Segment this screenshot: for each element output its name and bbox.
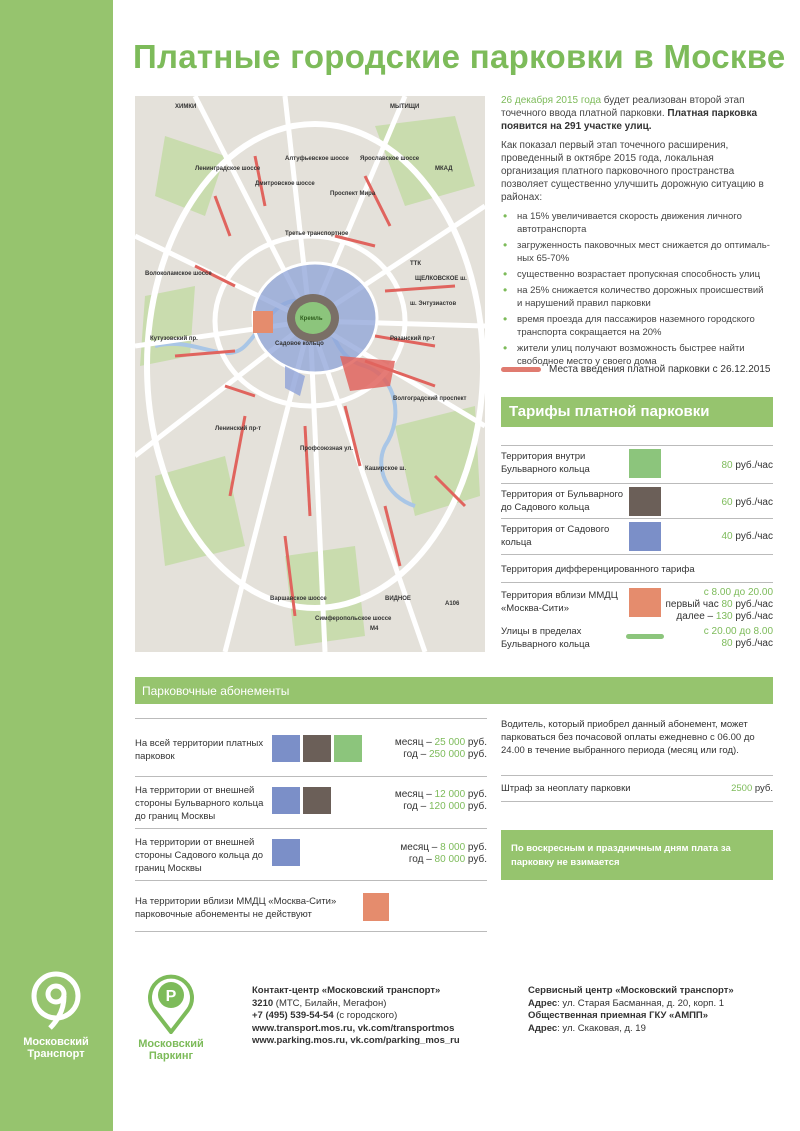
- map-label: ш. Энтузиастов: [410, 301, 457, 307]
- legend-line-swatch: [501, 367, 541, 372]
- tariff-price: 60 руб./час: [721, 497, 773, 508]
- map-label: Третье транспортное: [285, 231, 349, 237]
- intro-paragraph-1: [501, 94, 771, 133]
- map-label: Ленинградское шоссе: [195, 166, 261, 172]
- map-label: А106: [445, 601, 460, 607]
- tariff-price: с 20.00 до 8.00 80 руб./час: [703, 626, 773, 649]
- intro-highlight: Платная парковка появится на 291 участке улиц.: [501, 108, 758, 132]
- tariff-line-swatch: [626, 634, 664, 639]
- tariff-swatch: [629, 588, 661, 617]
- service-center-block: Сервисный центр «Московский транспорт» Адрес: ул. Старая Басманная, д. 20, корп. 1 Общественная приемная ГКУ «АМПП» Адрес: ул. Скаковая, д. 19: [528, 985, 734, 1034]
- tariff-row: [501, 445, 773, 483]
- tariff-label: Улицы в пределах Бульварного кольца: [501, 626, 590, 650]
- map-label: М4: [370, 626, 379, 632]
- subscription-price: месяц – 8 000 руб. год – 80 000 руб.: [400, 842, 487, 865]
- subscription-label: На территории вблизи ММДЦ «Москва-Сити» парковочные абонементы не действуют: [135, 896, 337, 920]
- benefit-item: • существенно возрастает пропускная способность улиц: [501, 268, 771, 281]
- contact-title: Контакт-центр «Московский транспорт»: [252, 985, 441, 996]
- map-label: Алтуфьевское шоссе: [285, 156, 349, 162]
- left-sidebar-band: [0, 0, 113, 1131]
- free-days-notice: По воскресным и праздничным дням плата за парковку не взимается: [501, 830, 773, 880]
- tariff-row-mmdc: [501, 582, 773, 620]
- page-title: Платные городские парковки в Москве: [133, 38, 786, 75]
- reception-title: Общественная приемная ГКУ «АМПП»: [528, 1010, 709, 1021]
- map-legend: [501, 364, 770, 375]
- map-label: Дмитровское шоссе: [255, 181, 315, 187]
- map-label: Проспект Мира: [330, 191, 376, 197]
- subscription-note: Водитель, который приобрел данный абонемент, может парковаться без почасовой оплаты ежедневно с 06.00 до 24.00 в течение выбранного периода (месяц или год).: [501, 719, 755, 756]
- map-label: Волгоградский проспект: [393, 396, 467, 402]
- map-label: Каширское ш.: [365, 466, 407, 472]
- benefit-item: • время проезда для пассажиров наземного городского транспорта сокращается на 20%: [501, 313, 771, 339]
- moscow-transport-logo-icon: [28, 970, 84, 1032]
- map-label: Варшавское шоссе: [270, 596, 327, 602]
- swatch-orange: [363, 893, 389, 921]
- map-label: Кутузовский пр.: [150, 336, 198, 342]
- tariffs-header: Тарифы платной парковки: [501, 397, 773, 427]
- tariff-label: Территория от Бульварного до Садового кольца: [501, 489, 624, 513]
- subscription-swatches: [272, 735, 362, 762]
- tariff-label: Территория от Садового кольца: [501, 524, 610, 548]
- moscow-parking-logo-text: Московский Паркинг: [138, 1038, 204, 1062]
- swatch-brown: [303, 787, 331, 814]
- map-label: Симферопольское шоссе: [315, 616, 392, 622]
- moscow-transport-logo-text: Московский Транспорт: [23, 1036, 89, 1060]
- subscription-label: На всей территории платных парковок: [135, 738, 264, 762]
- map-label: ЩЕЛКОВСКОЕ ш.: [415, 276, 467, 282]
- tariff-diff-title: Территория дифференцированного тарифа: [501, 564, 695, 575]
- subscription-price: месяц – 25 000 руб. год – 250 000 руб.: [394, 737, 487, 760]
- service-title: Сервисный центр «Московский транспорт»: [528, 985, 734, 996]
- map-label: Садовое кольцо: [275, 341, 324, 347]
- subscription-row: [135, 776, 487, 828]
- swatch-blue: [272, 787, 300, 814]
- moscow-parking-map: [135, 96, 485, 652]
- legend-text: Места введения платной парковки с 26.12.2015: [549, 364, 771, 375]
- map-label: Ярославское шоссе: [360, 156, 420, 162]
- subscriptions-header: Парковочные абонементы: [135, 677, 773, 704]
- map-graphic: [135, 96, 485, 652]
- map-label: Рязанский пр-т: [390, 336, 435, 342]
- tariff-diff-title-row: [501, 554, 773, 582]
- subscription-swatches: [272, 839, 300, 866]
- subscription-row-mmdc: [135, 880, 487, 932]
- swatch-green: [334, 735, 362, 762]
- map-label: ВИДНОЕ: [385, 596, 411, 602]
- map-label: Профсоюзная ул.: [300, 446, 353, 452]
- benefit-item: • на 15% увеличивается скорость движения личного автотранспорта: [501, 210, 771, 236]
- subscription-label: На территории от внешней стороны Бульварного кольца до границ Москвы: [135, 785, 264, 822]
- fine-label: Штраф за неоплату парковки: [501, 783, 631, 794]
- map-label: МЫТИЩИ: [390, 104, 420, 110]
- map-label: ТТК: [410, 261, 421, 267]
- map-label: Ленинский пр-т: [215, 426, 262, 432]
- swatch-blue: [272, 735, 300, 762]
- contact-center-block: Контакт-центр «Московский транспорт» 3210 (МТС, Билайн, Мегафон) +7 (495) 539-54-54 (с городского) www.transport.mos.ru, vk.com/transportmos www.parking.mos.ru, vk.com/parking_mos_ru: [252, 985, 460, 1046]
- tariff-row: [501, 483, 773, 518]
- svg-text:P: P: [165, 988, 177, 1005]
- subscription-price: месяц – 12 000 руб. год – 120 000 руб.: [394, 789, 487, 812]
- intro-paragraph-2: Как показал первый этап точечного расширения, проведенный в октябре 2015 года, локальная организация платного парковочного пространства позволяет существенно улучшить дорожную ситуацию в районах:: [501, 140, 764, 203]
- benefit-item: • жители улиц получают возможность быстрее найти свободное место у своего дома: [501, 342, 771, 368]
- fine-price: 2500 руб.: [731, 783, 773, 794]
- parking-website-link[interactable]: www.parking.mos.ru, vk.com/parking_mos_ru: [252, 1035, 460, 1046]
- transport-website-link[interactable]: www.transport.mos.ru, vk.com/transportmos: [252, 1022, 455, 1034]
- intro-text: будет реализован второй этап точечного ввода платной парковки.: [501, 95, 745, 119]
- intro-block: [501, 94, 771, 371]
- subscription-row: [135, 718, 487, 776]
- intro-date: 26 декабря 2015 года: [501, 95, 602, 106]
- subscription-label: На территории от внешней стороны Садового кольца до границ Москвы: [135, 837, 264, 874]
- map-label: ХИМКИ: [175, 104, 197, 110]
- benefit-item: • загруженность паковочных мест снижается до оптималь-ных 65-70%: [501, 239, 771, 265]
- tariff-swatch: [629, 449, 661, 478]
- fine-row: [501, 775, 773, 802]
- benefits-list: [501, 210, 771, 368]
- tariff-price: 80 руб./час: [721, 460, 773, 471]
- tariff-swatch: [629, 487, 661, 516]
- moscow-parking-logo-icon: [146, 970, 196, 1034]
- tariff-row-boulevard: [501, 622, 773, 656]
- tariff-price: с 8.00 до 20.00 первый час 80 руб./час далее – 130 руб./час: [665, 587, 773, 622]
- swatch-blue: [272, 839, 300, 866]
- map-label: Волоколамское шоссе: [145, 271, 212, 277]
- map-label: Кремль: [300, 316, 323, 322]
- tariff-price: 40 руб./час: [721, 531, 773, 542]
- tariff-label: Территория вблизи ММДЦ «Москва-Сити»: [501, 590, 618, 614]
- subscription-swatches: [272, 787, 331, 814]
- tariff-swatch: [629, 522, 661, 551]
- map-label: МКАД: [435, 166, 453, 172]
- benefit-item: • на 25% снижается количество дорожных происшествий и нарушений правил парковки: [501, 284, 771, 310]
- swatch-brown: [303, 735, 331, 762]
- tariff-row: [501, 518, 773, 554]
- tariff-label: Территория внутри Бульварного кольца: [501, 451, 590, 475]
- subscription-row: [135, 828, 487, 880]
